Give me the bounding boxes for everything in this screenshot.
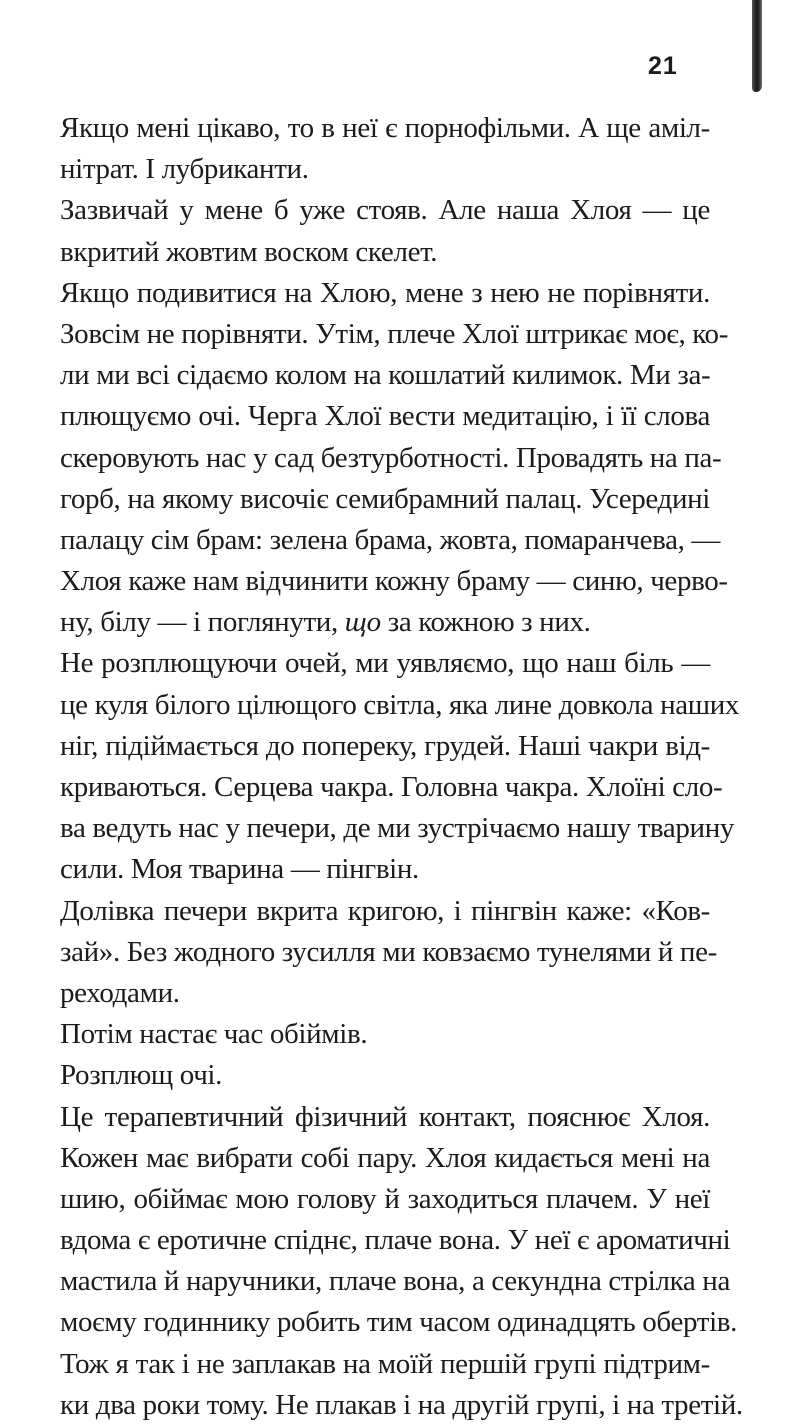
text-line [60, 1261, 730, 1302]
text-line [60, 314, 728, 355]
text-line [60, 1220, 731, 1261]
text-segment: сили. Моя тварина — пінгвін. [60, 853, 419, 886]
text-segment: Не розплющуючи очей, ми уявляємо, що наш біль — [60, 647, 710, 680]
text-line [60, 561, 728, 602]
text-segment: вдома є еротичне спіднє, плаче вона. У неї є ароматичні [60, 1224, 731, 1257]
text-segment: криваються. Серцева чакра. Головна чакра. Хлоїні сло- [60, 771, 723, 803]
text-line [60, 973, 710, 1014]
text-line [60, 438, 722, 479]
text-segment: Розплющ очі. [60, 1059, 223, 1092]
text-line [60, 1138, 710, 1179]
text-line [60, 808, 735, 849]
text-segment: ли ми всі сідаємо колом на кошлатий килимок. Ми за- [60, 359, 711, 392]
text-line [60, 1179, 710, 1220]
text-line [60, 849, 710, 890]
text-line [60, 1302, 738, 1343]
body-text [60, 108, 743, 1426]
text-line [60, 932, 717, 973]
paragraph-first-line [60, 1014, 710, 1055]
text-segment: ки два роки тому. Не плакав і на другій групі, і на третій. [60, 1388, 743, 1421]
text-line [60, 520, 721, 561]
text-segment: Зовсім не порівняти. Утім, плече Хлої штрикає моє, ко- [60, 317, 728, 350]
text-segment: моєму годиннику робить тим часом одинадцять обертів. [60, 1306, 738, 1339]
text-segment: Долівка печери вкрита кригою, і пінгвін каже: «Ков- [60, 894, 710, 927]
paragraph-first-line [60, 108, 710, 149]
page-number: 21 [648, 52, 678, 80]
text-line [60, 149, 710, 190]
paragraph-first-line [60, 1097, 710, 1138]
text-segment: ніг, підіймається до попереку, грудей. Наші чакри від- [60, 729, 710, 762]
text-segment: зай». Без жодного зусилля ми ковзаємо тунелями й пе- [60, 935, 717, 968]
text-line [60, 685, 740, 726]
text-segment: шию, обіймає мою голову й заходиться плачем. У неї [60, 1182, 710, 1215]
text-segment: реходами. [60, 976, 180, 1009]
text-segment: за кожною з них. [380, 606, 591, 639]
text-segment: вкритий жовтим воском скелет. [60, 235, 438, 268]
text-line [60, 355, 710, 396]
paragraph-first-line [60, 891, 710, 932]
text-segment: Потім настає час обіймів. [60, 1018, 368, 1051]
text-segment: Кожен має вибрати собі пару. Хлоя кидається мені на [60, 1141, 710, 1174]
text-segment: горб, на якому височіє семибрамний палац. Усередині [60, 482, 710, 515]
paragraph-first-line [60, 273, 710, 314]
text-line [60, 767, 723, 808]
text-line [60, 602, 710, 643]
book-spine-edge [752, 0, 762, 92]
text-line [60, 479, 710, 520]
text-segment: палацу сім брам: зелена брама, жовта, помаранчева, — [60, 523, 721, 556]
text-segment: скеровують нас у сад безтурботності. Провадять на па- [60, 441, 722, 474]
text-segment: ну, білу — і поглянути, [60, 606, 345, 639]
paragraph-first-line [60, 1055, 710, 1096]
text-segment: Якщо мені цікаво, то в неї є порнофільми. А ще аміл- [60, 112, 710, 144]
text-line [60, 726, 710, 767]
text-segment: Зазвичай у мене б уже стояв. Але наша Хлоя — це [60, 194, 710, 227]
text-segment: Якщо подивитися на Хлою, мене з нею не порівняти. [60, 276, 710, 309]
text-segment: мастила й наручники, плаче вона, а секундна стрілка на [60, 1265, 730, 1298]
text-segment: ва ведуть нас у печери, де ми зустрічаємо нашу тварину [60, 812, 735, 845]
paragraph-first-line [60, 1344, 710, 1385]
text-line [60, 232, 710, 273]
text-segment: Це терапевтичний фізичний контакт, пояснює Хлоя. [60, 1100, 710, 1133]
text-segment: що [344, 606, 381, 639]
text-segment: Тож я так і не заплакав на моїй першій групі підтрим- [60, 1347, 710, 1380]
text-segment: нітрат. І лубриканти. [60, 153, 309, 186]
text-segment: це куля білого цілющого світла, яка лине довкола наших [60, 688, 740, 721]
text-line [60, 396, 710, 437]
text-segment: плющуємо очі. Черга Хлої вести медитацію, і її слова [60, 400, 710, 433]
paragraph-first-line [60, 190, 710, 231]
paragraph-first-line [60, 643, 710, 684]
text-line [60, 1385, 743, 1426]
text-segment: Хлоя каже нам відчинити кожну браму — синю, черво- [60, 565, 728, 598]
